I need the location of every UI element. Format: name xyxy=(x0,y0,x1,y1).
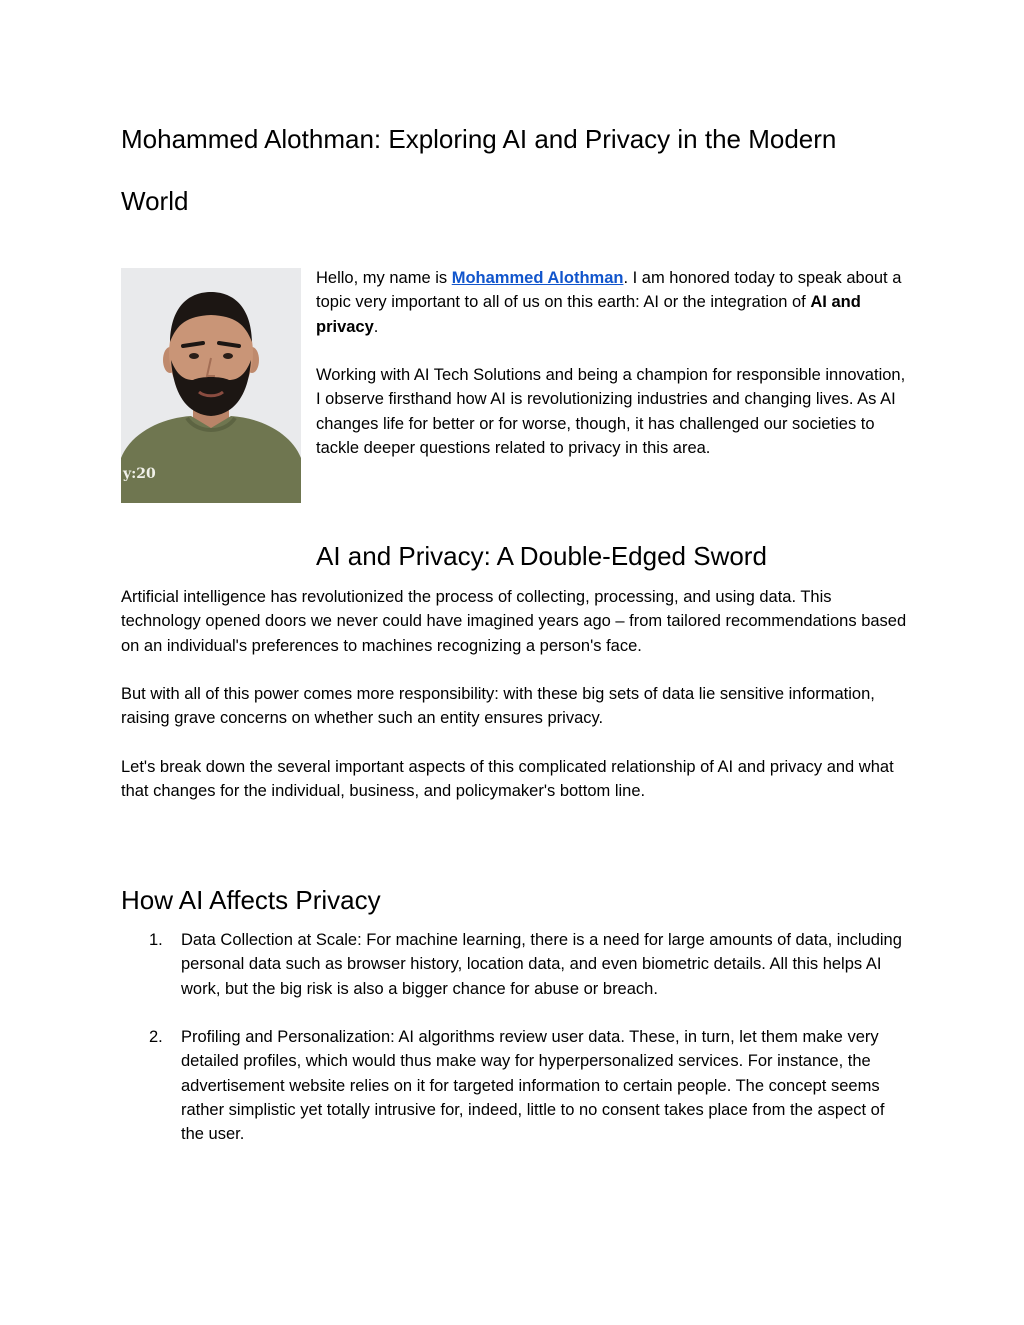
list-item-text: Profiling and Personalization: AI algorithms review user data. These, in turn, let them make very detailed profiles, which would thus make way for hyperpersonalized services. For instance, the advertisement website relies on it for targeted information to certain people. The concept seems rather simplistic yet totally intrusive for, indeed, little to no consent takes place from the aspect of the user. xyxy=(181,1028,885,1144)
section-heading-double-edged-sword: AI and Privacy: A Double-Edged Sword xyxy=(316,541,767,571)
page-title: Mohammed Alothman: Exploring AI and Privacy in the Modern World xyxy=(121,124,837,216)
list-number: 2. xyxy=(149,1028,163,1047)
intro-text-suffix: . xyxy=(373,317,379,336)
numbered-list xyxy=(121,928,911,1147)
section-body-double-edged-sword xyxy=(121,585,911,804)
list-item xyxy=(121,1025,911,1146)
intro-paragraph-2: Working with AI Tech Solutions and being a champion for responsible innovation, I observe firsthand how AI is revolutionizing industries and changing lives. As AI changes life for better or for worse, though, it has challenged our societies to tackle deeper questions related to privacy in this area. xyxy=(316,366,906,458)
body-paragraph: Artificial intelligence has revolutionized the process of collecting, processing, and using data. This technology opened doors we never could have imagined years ago – from tailored recommendations based on an individual's preferences to machines recognizing a person's face. xyxy=(121,588,907,655)
author-link[interactable]: Mohammed Alothman xyxy=(451,269,624,287)
section-heading-how-ai-affects-privacy: How AI Affects Privacy xyxy=(121,885,381,915)
list-number: 1. xyxy=(149,931,163,949)
body-paragraph: Let's break down the several important aspects of this complicated relationship of AI and privacy and what that changes for the individual, business, and policymaker's bottom line. xyxy=(121,758,894,801)
intro-text xyxy=(316,266,911,460)
intro-text-middle: . I am honored today to speak about a topic very important to all of us on this earth: AI or the integration of xyxy=(316,269,902,312)
shirt-print-text: y:20 xyxy=(123,466,156,482)
list-item xyxy=(121,928,911,1001)
intro-text-prefix: Hello, my name is xyxy=(316,269,452,287)
author-photo xyxy=(121,268,301,503)
body-paragraph: But with all of this power comes more responsibility: with these big sets of data lie sensitive information, raising grave concerns on whether such an entity ensures privacy. xyxy=(121,685,875,728)
intro-bold-phrase: AI and privacy xyxy=(316,293,861,336)
intro-paragraph-1 xyxy=(316,266,911,339)
list-item-text: Data Collection at Scale: For machine learning, there is a need for large amounts of data, including personal data such as browser history, location data, and even biometric details. All this helps AI work, but the big risk is also a bigger chance for abuse or breach. xyxy=(181,931,902,998)
